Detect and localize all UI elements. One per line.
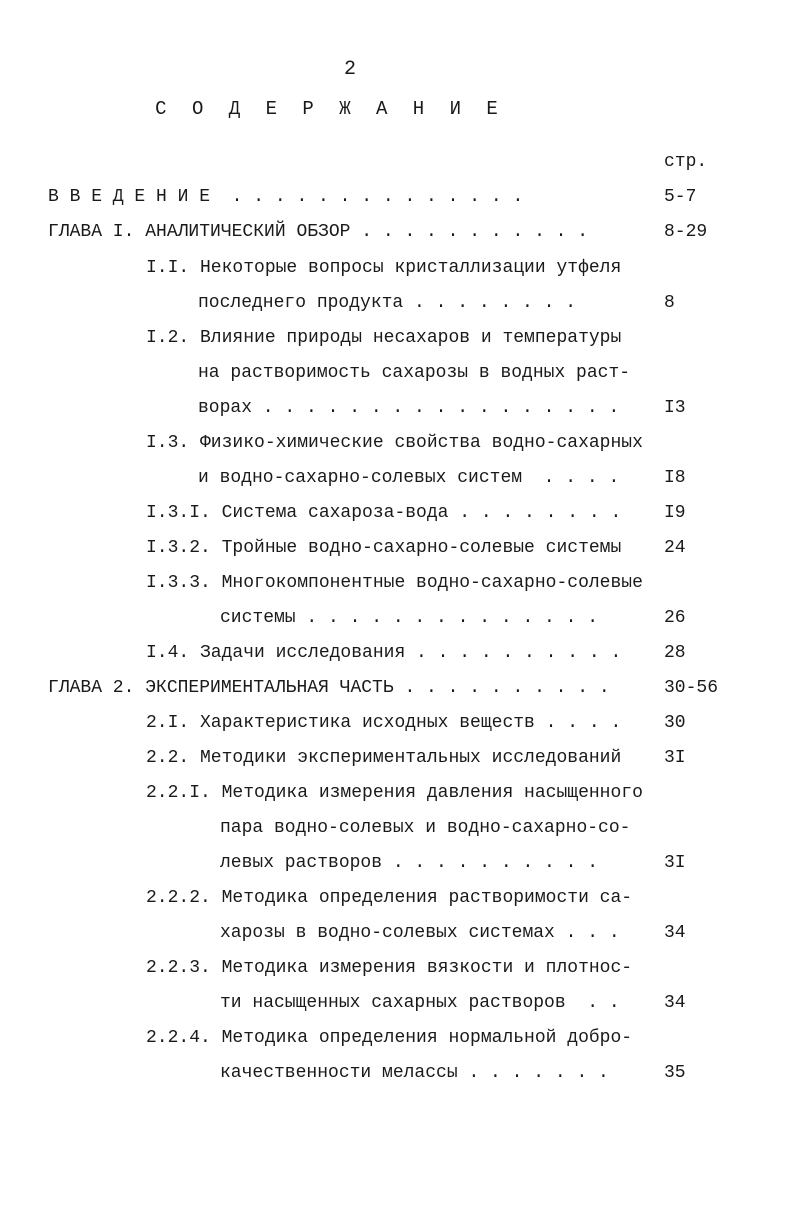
toc-line: ГЛАВА 2. ЭКСПЕРИМЕНТАЛЬНАЯ ЧАСТЬ . . . . . . . . . .: [48, 678, 610, 698]
toc-page: 3I: [664, 748, 686, 768]
toc-page: 35: [664, 1063, 686, 1083]
toc-page: 5-7: [664, 187, 697, 207]
toc-line: I.4. Задачи исследования . . . . . . . . . .: [146, 643, 622, 663]
toc-line: I.3. Физико-химические свойства водно-сахарных: [146, 433, 643, 453]
toc-line: 2.2.4. Методика определения нормальной добро-: [146, 1028, 633, 1048]
toc-line: и водно-сахарно-солевых систем . . . .: [198, 468, 620, 488]
toc-line: I.I. Некоторые вопросы кристаллизации утфеля: [146, 258, 622, 278]
toc-page: 30: [664, 713, 686, 733]
toc-line: системы . . . . . . . . . . . . . .: [220, 608, 599, 628]
toc-line: качественности мелассы . . . . . . .: [220, 1063, 609, 1083]
toc-page: 8: [664, 293, 675, 313]
toc-page: 28: [664, 643, 686, 663]
toc-page: I8: [664, 468, 686, 488]
toc-line: 2.2. Методики экспериментальных исследований: [146, 748, 622, 768]
toc-line: на растворимость сахарозы в водных раст-: [198, 363, 631, 383]
toc-page: 34: [664, 923, 686, 943]
toc-page: 3I: [664, 853, 686, 873]
toc-line: харозы в водно-солевых системах . . .: [220, 923, 620, 943]
page-number: 2: [343, 58, 356, 81]
toc-line: ворах . . . . . . . . . . . . . . . . .: [198, 398, 620, 418]
toc-page: 24: [664, 538, 686, 558]
toc-line: I.3.2. Тройные водно-сахарно-солевые системы: [146, 538, 622, 558]
toc-line: ти насыщенных сахарных растворов . .: [220, 993, 620, 1013]
toc-line: 2.2.3. Методика измерения вязкости и плотнос-: [146, 958, 633, 978]
toc-line: 2.2.2. Методика определения растворимости са-: [146, 888, 633, 908]
toc-line: левых растворов . . . . . . . . . .: [220, 853, 599, 873]
toc-page: 26: [664, 608, 686, 628]
toc-line: ГЛАВА I. АНАЛИТИЧЕСКИЙ ОБЗОР . . . . . . . . . . .: [48, 222, 589, 242]
toc-line: 2.2.I. Методика измерения давления насыщенного: [146, 783, 643, 803]
toc-line: пара водно-солевых и водно-сахарно-со-: [220, 818, 631, 838]
toc-page: 34: [664, 993, 686, 1013]
toc-line: I.3.I. Система сахароза-вода . . . . . . . .: [146, 503, 622, 523]
toc-line: 2.I. Характеристика исходных веществ . . . .: [146, 713, 622, 733]
page-title: С О Д Е Р Ж А Н И Е: [155, 98, 505, 120]
toc-line: I.2. Влияние природы несахаров и температуры: [146, 328, 622, 348]
toc-line: последнего продукта . . . . . . . .: [198, 293, 577, 313]
toc-page: 8-29: [664, 222, 708, 242]
toc-page: I9: [664, 503, 686, 523]
page-column-header: стр.: [664, 152, 708, 172]
toc-line: I.3.3. Многокомпонентные водно-сахарно-солевые: [146, 573, 643, 593]
toc-page: I3: [664, 398, 686, 418]
toc-page: 30-56: [664, 678, 719, 698]
toc-line: В В Е Д Е Н И Е . . . . . . . . . . . . . .: [48, 187, 524, 207]
